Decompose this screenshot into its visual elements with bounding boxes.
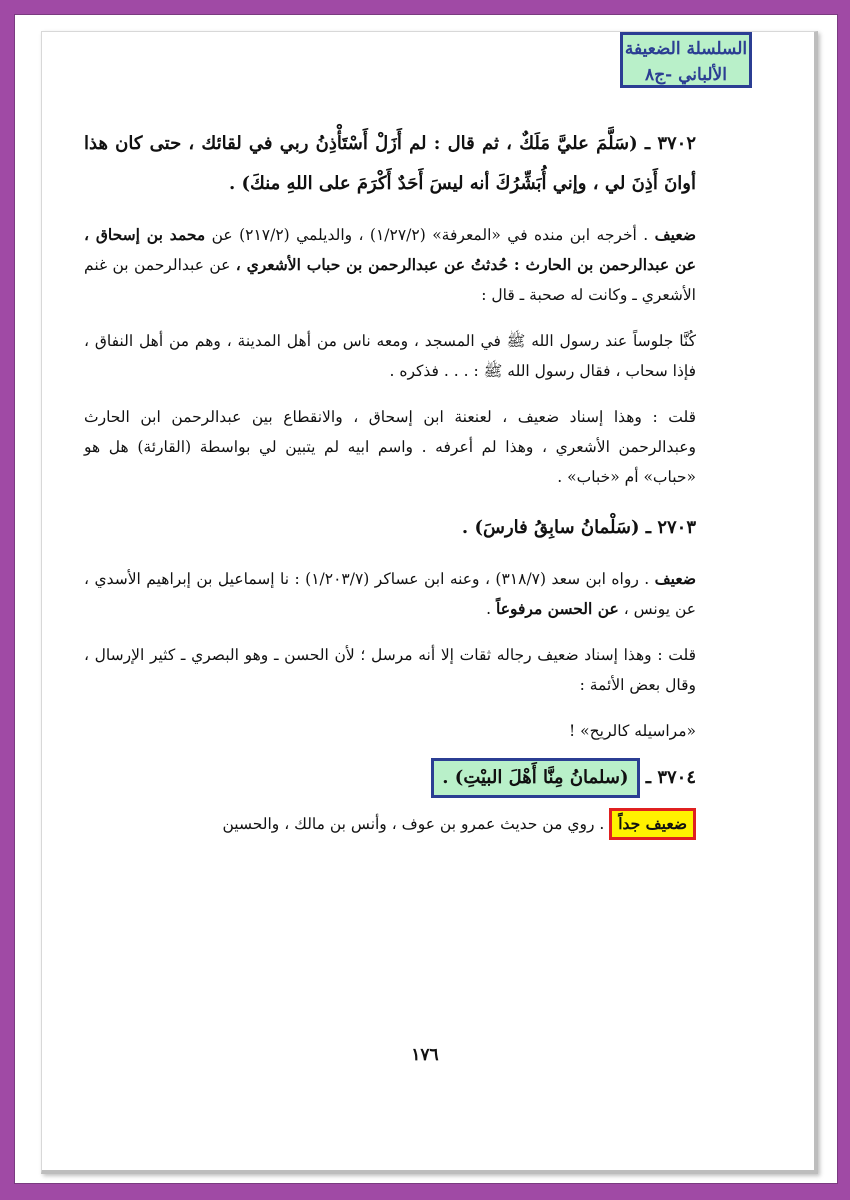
grade-label: ضعيف (654, 225, 696, 244)
page-content (84, 110, 696, 840)
page-number: ١٧٦ (411, 1045, 439, 1065)
commentary-3702: قلت : وهذا إسناد ضعيف ، لعنعنة ابن إسحاق ، والانقطاع بين عبدالرحمن ابن الحارث وعبدالرحمن الأشعري ، وهذا لم أعرفه . واسم ابيه لم يتبين لي بواسطة (القارئة) هل هو «حباب» أم «خباب» . (84, 408, 696, 486)
grade-highlight: ضعيف جداً (609, 808, 696, 840)
hadith-3704 (84, 758, 696, 798)
commentary-3703: قلت : وهذا إسناد ضعيف رجاله ثقات إلا أنه مرسل ؛ لأن الحسن ـ وهو البصري ـ كثير الإرسال ، وقال بعض الأئمة : (84, 646, 696, 694)
takhrij-source: . أخرجه ابن منده في «المعرفة» (١/٢٧/٢) ، والديلمي (٢١٧/٢) عن (205, 226, 655, 244)
grade-label: ضعيف (654, 569, 696, 588)
hadith-3702: ٣٧٠٢ ـ (سَلَّمَ عليَّ مَلَكٌ ، ثم قال : لم أَزَلْ أَسْتَأْذِنُ ربي في لقائك ، حتى كان هذا أوانَ أَذِنَ لي ، وإني أُبَشِّرُكَ أنه ليسَ أَحَدٌ أَكْرَمَ على اللهِ منكَ) . (84, 133, 696, 194)
isnad-rest: عن عبدالرحمن بن غنم الأشعري ـ وكانت له صحبة ـ قال : (84, 256, 696, 304)
quote-text: «مراسيله كالريح» ! (568, 722, 696, 740)
book-title-badge (620, 32, 752, 88)
hadith-3703: ٢٧٠٣ ـ (سَلْمانُ سابِقُ فارسَ) . (461, 517, 696, 538)
takhrij-3702 (84, 220, 696, 310)
badge-volume: الألباني -ج٨ (645, 65, 727, 85)
isnad-chain: عن الحسن مرفوعاً (496, 599, 619, 618)
highlighted-hadith: (سلمانُ مِنَّا أَهْلَ البيْتِ) . (431, 758, 639, 798)
isnad-rest: . (486, 600, 497, 618)
badge-title: السلسلة الضعيفة (624, 39, 748, 59)
hadith-number: ٣٧٠٤ ـ (645, 767, 696, 788)
takhrij-source: . روي من حديث عمرو بن عوف ، وأنس بن مالك ، والحسين (222, 815, 605, 833)
isnad-chain: محمد بن إسحاق ، عن عبدالرحمن بن الحارث : حُدثتُ عن عبدالرحمن بن حباب الأشعري ، (84, 225, 697, 274)
narration-text: كُنَّا جلوساً عند رسول الله ﷺ في المسجد ، ومعه ناس من أهل المدينة ، وهم من أهل النفاق ، فإذا سحاب ، فقال رسول الله ﷺ : . . . فذكره . (84, 332, 696, 380)
takhrij-3703 (84, 564, 696, 624)
takhrij-3704 (84, 808, 696, 840)
takhrij-source: . رواه ابن سعد (٣١٨/٧) ، وعنه ابن عساكر (١/٢٠٣/٧) : نا إسماعيل بن إبراهيم الأسدي ، عن يونس ، (84, 570, 696, 618)
